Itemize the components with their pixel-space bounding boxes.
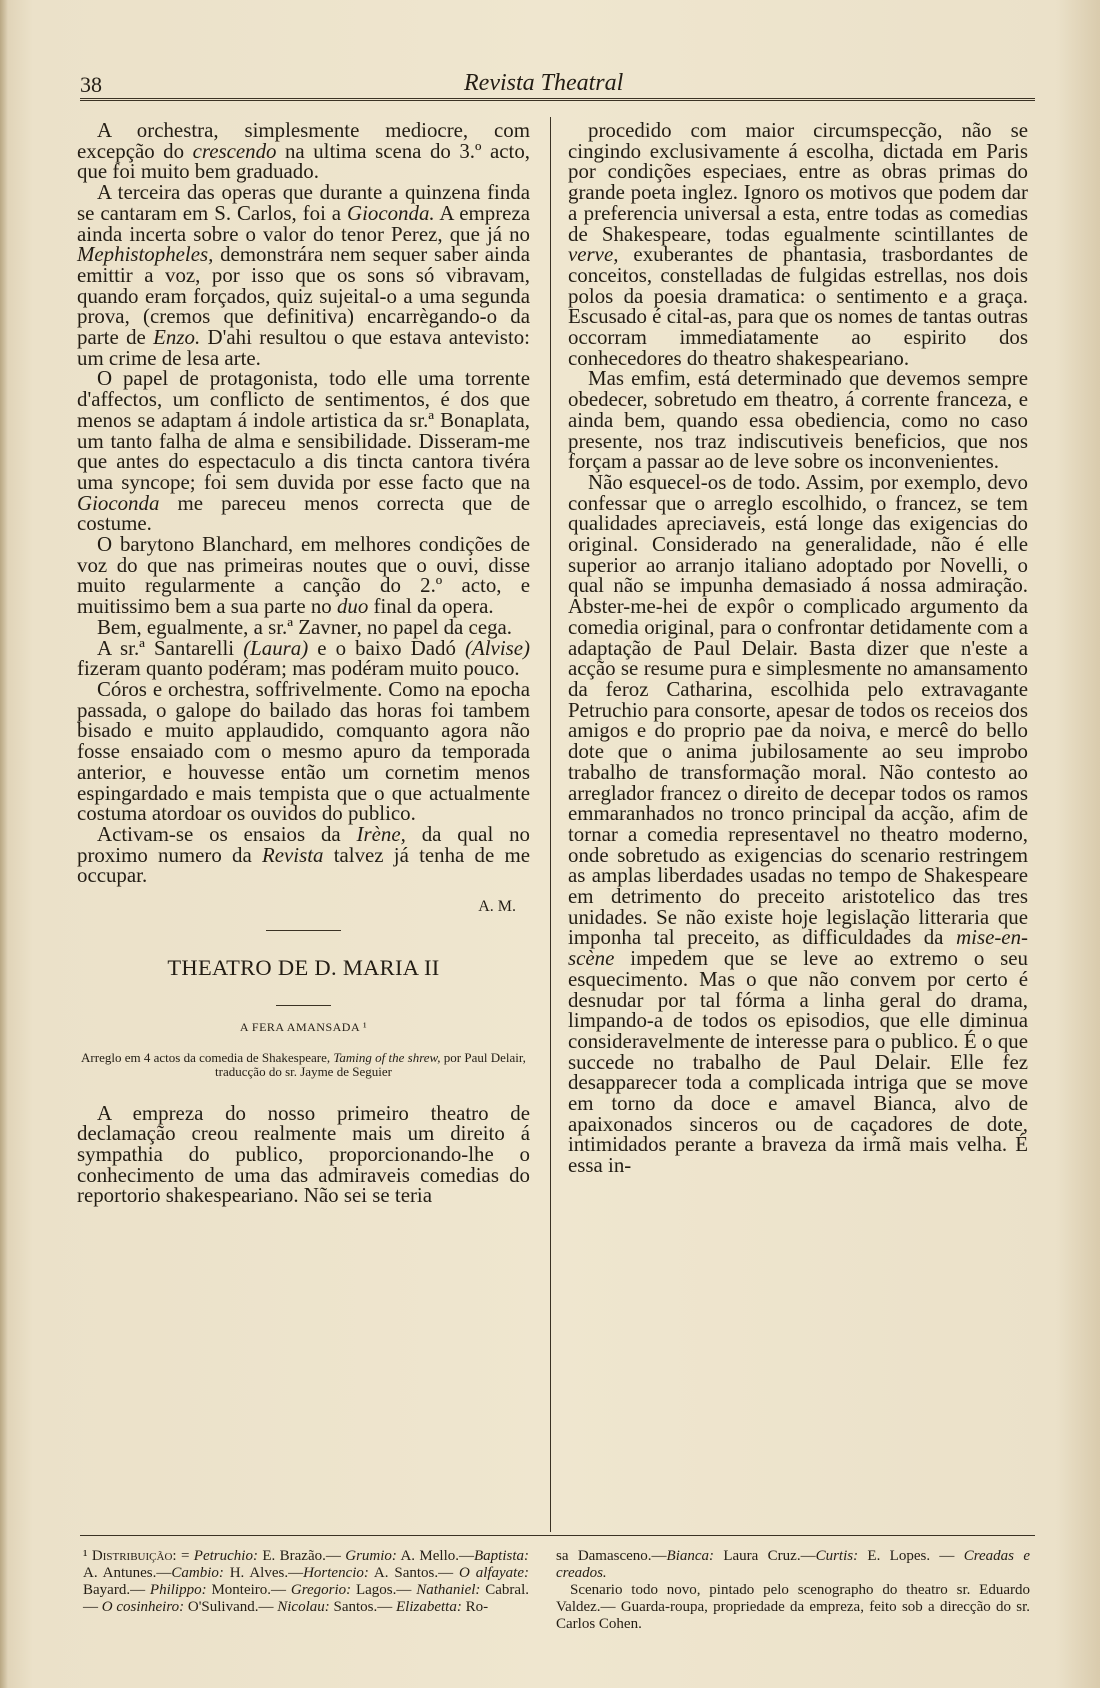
italic-text: Nicolau: — [277, 1599, 330, 1615]
paragraph: Não esquecel-os de todo. Assim, por exemplo, devo confessar que o arreglo escolhido, o francez, se tem qualidades apreciaveis, está longe das exigencias do original. Considerado na generalidade, não é elle superior ao arranjo italiano adoptado por Novelli, o qual não se impunha demasiado á nossa admiração. Abster-me-hei de expôr o complicado argumento da comedia original, para o confrontar detidamente com a adaptação de Paul Delair. Basta dizer que n'este a acção se resume pura e simplesmente no amansamento da feroz Catharina, escolhida pelo extravagante Petruchio para consorte, apesar de todos os receios dos amigos e do proprio pae da noiva, e mercê do bello dote que o anima jubilosamente ao seu improbo trabalho de transformação moral. Não contesto ao arreglador francez o direito de decepar todos os ramos emmaranhados no tronco principal da acção, afim de tornar a comedia representavel no theatro moderno, onde sobretudo as exigencias do scenario restringem as amplas liberdades usadas no tempo de Shakespeare em detrimento do preceito aristotelico das tres unidades. Se não existe hoje legislação litteraria que imponha tal preceito, as difficuldades da mise-en-scène impedem que se leve ao extremo o seu esquecimento. Mas o que não convem por certo é desnudar por tal fórma a linha geral do drama, limpando-a de todos os episodios, que elle diminua consideravelmente de interesse para o publico. É o que succede no trabalho de Paul Delair. Elle fez desapparecer toda a complicada intriga que se move em torno da doce e amavel Bianca, alvo de apaixonados sinceros ou de caçadores de dote, intimidados perante a braveza da irmã mais velha. É essa in- — [568, 469, 1028, 1178]
article-continuation — [568, 120, 1028, 1176]
italic-text: Grumio: — [345, 1548, 397, 1564]
footnote-left — [83, 1548, 529, 1616]
paragraph: Activam-se os ensaios da Irène, da qual no proximo numero da Revista talvez já tenha de me occupar. — [77, 821, 530, 888]
italic-text: Revista — [261, 842, 324, 867]
italic-text: O alfayate: — [459, 1565, 530, 1581]
footnote-right — [556, 1548, 1030, 1633]
play-title: A FERA AMANSADA ¹ — [239, 1020, 368, 1035]
column-divider — [550, 117, 551, 1532]
italic-text: Elizabetta: — [396, 1599, 462, 1615]
right-column — [568, 120, 1028, 1176]
italic-text: Nathaniel: — [416, 1582, 481, 1598]
separator-rule — [266, 930, 341, 931]
review-body — [77, 120, 530, 886]
separator-rule — [276, 1005, 331, 1006]
italic-text: duo — [336, 594, 369, 619]
footnote: sa Damasceno.—Bianca: Laura Cruz.—Curtis: E. Lopes. — Creadas e creados. — [556, 1548, 1030, 1581]
journal-title: Revista Theatral — [464, 70, 624, 96]
italic-text: Baptista: — [474, 1548, 529, 1564]
italic-text: Gioconda. — [347, 200, 435, 225]
italic-text: Enzo. — [153, 325, 201, 350]
left-column — [77, 120, 530, 1206]
italic-text: Hortencio: — [303, 1565, 369, 1581]
paragraph: Córos e orchestra, soffrivelmente. Como na epocha passada, o galope do bailado das horas foi tambem bisado e muito applaudido, comquanto agora não fosse ensaiado com o mesmo apuro da temporada anterior, e houvesse então um cornetim menos espingardado e mais tempista que o que actualmente costuma atordoar os ouvidos do publico. — [77, 676, 530, 826]
play-credits: Arreglo em 4 actos da comedia de Shakespeare, Taming of the shrew, por Paul Delair, traducção do sr. Jayme de Seguier — [81, 1050, 526, 1079]
italic-text: Mephistopheles, — [77, 242, 214, 267]
paragraph: O barytono Blanchard, em melhores condições de voz do que nas primeiras noutes que o ouvi, disse muito regularmente a canção do 2.º acto, e muitissimo bem a sua parte no duo final da opera. — [77, 532, 530, 619]
paragraph: Mas emfim, está determinado que devemos sempre obedecer, sobretudo em theatro, á corrente franceza, e ainda bem, quando essa obediencia, como no caso presente, nos traz indiscutiveis beneficios, que nos forçam a passar ao de leve sobre os inconvenientes. — [568, 366, 1028, 474]
italic-text: (Laura) — [243, 635, 309, 660]
page-number: 38 — [80, 72, 102, 97]
italic-text: Philippo: — [149, 1582, 207, 1598]
small-caps-text: Distribuição — [91, 1548, 173, 1564]
italic-text: Taming of the shrew, — [333, 1050, 441, 1066]
footnote: Scenario todo novo, pintado pelo scenographo do theatro sr. Eduardo Valdez.— Guarda-roupa, propriedade da empreza, feito sob a direcção do sr. Carlos Cohen. — [556, 1582, 1030, 1632]
author-signature: A. M. — [478, 898, 516, 916]
italic-text: O cosinheiro: — [101, 1599, 185, 1615]
italic-text: Bianca: — [666, 1548, 715, 1564]
article-intro — [77, 1100, 530, 1208]
italic-text: Petruchio: — [193, 1548, 258, 1564]
italic-text: Cambio: — [171, 1565, 224, 1581]
header-rule — [80, 98, 1035, 103]
spacer — [77, 1079, 530, 1103]
italic-text: Curtis: — [815, 1548, 859, 1564]
paragraph: Bem, egualmente, a sr.ª Zavner, no papel da cega. — [97, 614, 513, 639]
paragraph: A terceira das operas que durante a quinzena finda se cantaram em S. Carlos, foi a Gioconda. A empreza ainda incerta sobre o valor do tenor Perez, que já no Mephistopheles, demonstrára nem sequer saber ainda emittir a voz, por isso que os sons só vibravam, quando eram forçados, quiz sujeital-o a uma segunda prova, (cremos que definitiva) encarrègando-o da parte de Enzo. D'ahi resultou o que estava antevisto: um crime de lesa arte. — [77, 180, 530, 370]
paragraph: A orchestra, simplesmente mediocre, com excepção do crescendo na ultima scena do 3.º acto, que foi muito bem graduado. — [77, 118, 530, 184]
paragraph: A empreza do nosso primeiro theatro de declamação creou realmente mais um direito á sympathia do publico, proporcionando-lhe o conhecimento de uma das admiraveis comedias do reportorio shakespeariano. Não sei se teria — [77, 1100, 530, 1208]
italic-text: Creadas e creados. — [556, 1548, 1030, 1581]
italic-text: Irène, — [356, 821, 406, 846]
paragraph: O papel de protagonista, todo elle uma torrente d'affectos, um conflicto de sentimentos, é dos que menos se adaptam á indole artistica da sr.ª Bonaplata, um tanto falha de alma e sensibilidade. Disseram-me que antes do espectaculo a dis tincta cantora tivéra uma syncope; foi sem duvida por esse facto que na Gioconda me pareceu menos correcta que de costume. — [77, 366, 530, 536]
italic-text: Gregorio: — [290, 1582, 352, 1598]
paragraph: A sr.ª Santarelli (Laura) e o baixo Dadó (Alvise) fizeram quanto podéram; mas podéram muito pouco. — [77, 635, 530, 681]
italic-text: (Alvise) — [465, 635, 530, 660]
footnote-rule — [80, 1535, 1035, 1536]
footnote: ¹ Distribuição: = Petruchio: E. Brazão.— Grumio: A. Mello.—Baptista: A. Antunes.—Cambio: H. Alves.—Hortencio: A. Santos.— O alfayate: Bayard.— Philippo: Monteiro.— Gregorio: Lagos.— Nathaniel: Cabral.— O cosinheiro: O'Sulivand.— Nicolau: Santos.— Elizabetta: Ro- — [83, 1548, 530, 1615]
paragraph: procedido com maior circumspecção, não se cingindo exclusivamente á escolha, dictada em Paris por condições especiaes, entre as obras primas do grande poeta inglez. Ignoro os motivos que podem dar a preferencia universal a esta, entre todas as comedias de Shakespeare, todas egualmente scintillantes de verve, exuberantes de phantasia, trasbordantes de conceitos, constelladas de fulgidas estrellas, nos dois polos da poesia dramatica: o sentimento e a graça. Escusado é cital-as, para que os nomes de tantas outras occorram immediatamente ao espirito dos conhecedores do theatro shakespeariano. — [568, 118, 1028, 370]
section-title: THEATRO DE D. MARIA II — [167, 955, 440, 981]
italic-text: Gioconda — [77, 490, 160, 515]
italic-text: mise-en-scène — [568, 925, 1028, 971]
italic-text: verve, — [568, 242, 619, 267]
italic-text: crescendo — [192, 138, 277, 163]
page-header — [80, 68, 1035, 96]
